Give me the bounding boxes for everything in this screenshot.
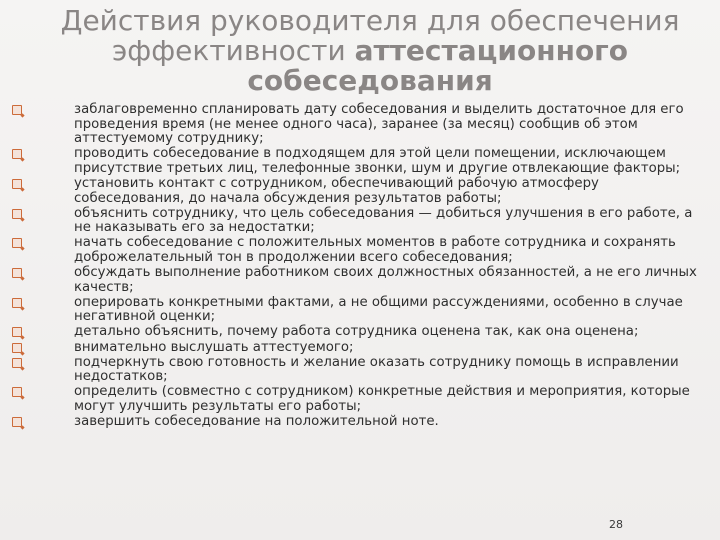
list-item-text: завершить собеседование на положительной ноте. (74, 413, 439, 429)
square-bullet-icon (12, 327, 22, 337)
action-list (10, 103, 700, 430)
square-bullet-icon (12, 209, 22, 219)
list-item (10, 356, 700, 385)
list-item (10, 103, 700, 147)
title-line-2-bold: аттестационного (354, 34, 629, 67)
list-item-text: внимательно выслушать аттестуемого; (74, 339, 354, 355)
list-item (10, 325, 700, 340)
square-bullet-icon (12, 238, 22, 248)
list-item-text: детально объяснить, почему работа сотрудника оценена так, как она оценена; (74, 324, 639, 340)
square-bullet-icon (12, 298, 22, 308)
square-bullet-icon (12, 179, 22, 189)
list-item (10, 341, 700, 356)
title-line-1: Действия руководителя для обеспечения (60, 4, 680, 37)
list-item (10, 385, 700, 414)
list-item (10, 236, 700, 265)
list-item-text: проводить собеседование в подходящем для этой цели помещении, исключающем присутствие третьих лиц, телефонные звонки, шум и другие отвлекающие факторы; (74, 146, 681, 176)
list-item-text: заблаговременно спланировать дату собеседования и выделить достаточное для его проведения время (не менее одного часа), заранее (за месяц) сообщив об этом аттестуемому сотруднику; (74, 102, 684, 147)
list-item-text: объяснить сотруднику, что цель собеседования — добиться улучшения в его работе, а не наказывать его за недостатки; (74, 205, 693, 236)
list-item (10, 147, 700, 176)
square-bullet-icon (12, 417, 22, 427)
list-item (10, 415, 700, 430)
list-item-text: подчеркнуть свою готовность и желание оказать сотруднику помощь в исправлении недостатков; (74, 354, 679, 385)
list-item (10, 266, 700, 295)
list-item-text: начать собеседование с положительных моментов в работе сотрудника и сохранять доброжелательный тон в продолжении всего собеседования; (74, 235, 676, 265)
list-item-text: оперировать конкретными фактами, а не общими рассуждениями, особенно в случае негативной оценки; (74, 294, 683, 325)
square-bullet-icon (12, 358, 22, 368)
list-item (10, 207, 700, 236)
list-item-text: обсуждать выполнение работником своих должностных обязанностей, а не его личных качеств; (74, 265, 697, 295)
square-bullet-icon (12, 105, 22, 115)
square-bullet-icon (12, 343, 22, 353)
slide-title (40, 6, 700, 96)
title-line-3: собеседования (247, 64, 493, 97)
title-line-2-prefix: эффективности (111, 34, 355, 67)
list-item-text: определить (совместно с сотрудником) конкретные действия и мероприятия, которые могут улучшить результаты его работы; (74, 384, 690, 414)
square-bullet-icon (12, 268, 22, 278)
page-number: 28 (609, 518, 623, 531)
square-bullet-icon (12, 149, 22, 159)
list-item (10, 177, 700, 206)
square-bullet-icon (12, 387, 22, 397)
title-line-2 (40, 36, 700, 66)
list-item-text: установить контакт с сотрудником, обеспечивающий рабочую атмосферу собеседования, до начала обсуждения результатов работы; (74, 175, 599, 206)
list-item (10, 296, 700, 325)
